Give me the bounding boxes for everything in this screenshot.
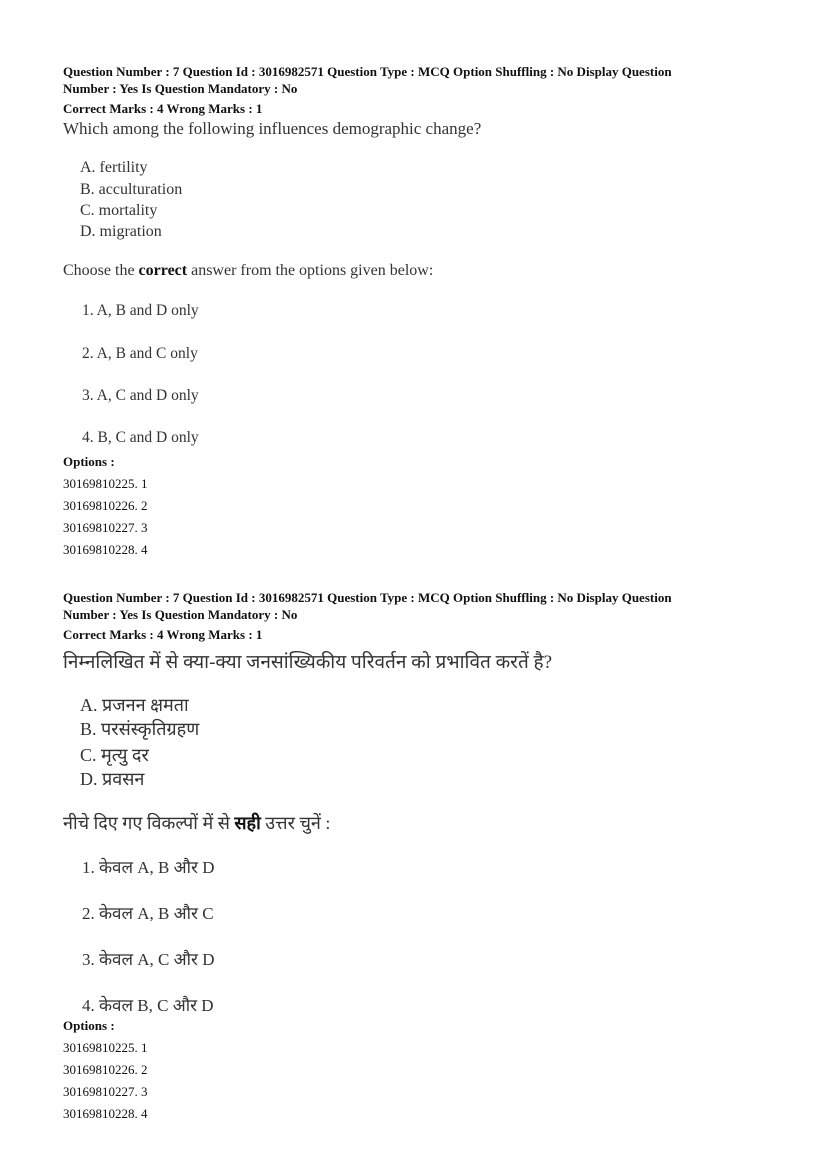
option-id-3: 30169810227. 3	[63, 1084, 148, 1099]
statement-b: B. acculturation	[80, 181, 183, 198]
choice-1: 1. A, B and D only	[82, 302, 199, 319]
statement-a: A. fertility	[80, 159, 148, 176]
statement-a: A. प्रजनन क्षमता	[80, 695, 189, 715]
marks-line: Correct Marks : 4 Wrong Marks : 1	[63, 627, 263, 642]
instruction-bold: correct	[138, 262, 188, 279]
marks-line: Correct Marks : 4 Wrong Marks : 1	[63, 101, 263, 116]
choice-3: 3. A, C and D only	[82, 387, 199, 404]
option-id-4: 30169810228. 4	[63, 1106, 148, 1121]
option-id-1: 30169810225. 1	[63, 1040, 148, 1055]
instruction-post: answer from the options given below:	[187, 262, 434, 279]
statement-c: C. mortality	[80, 202, 158, 219]
choice-2: 2. केवल A, B और C	[82, 904, 214, 923]
question-meta-line-2: Number : Yes Is Question Mandatory : No	[63, 607, 298, 622]
statement-d: D. प्रवसन	[80, 769, 145, 789]
statement-c: C. मृत्यु दर	[80, 745, 149, 765]
statement-b: B. परसंस्कृतिग्रहण	[80, 719, 200, 739]
question-meta-line-1: Question Number : 7 Question Id : 3016982571 Question Type : MCQ Option Shuffling : No Display Question	[63, 64, 672, 79]
choice-1: 1. केवल A, B और D	[82, 858, 215, 877]
statement-d: D. migration	[80, 223, 162, 240]
instruction-bold: सही	[234, 813, 261, 833]
choice-3: 3. केवल A, C और D	[82, 950, 215, 969]
choice-4: 4. केवल B, C और D	[82, 996, 214, 1015]
instruction-pre: Choose the	[63, 262, 139, 279]
instruction-pre: नीचे दिए गए विकल्पों में से	[63, 813, 235, 833]
options-label: Options :	[63, 454, 115, 469]
question-text: निम्नलिखित में से क्या-क्या जनसांख्यिकीय परिवर्तन को प्रभावित करतें है?	[63, 652, 553, 673]
instruction	[63, 811, 330, 835]
instruction	[63, 262, 433, 280]
choice-2: 2. A, B and C only	[82, 345, 198, 362]
choice-4: 4. B, C and D only	[82, 429, 199, 446]
question-text: Which among the following influences demographic change?	[63, 119, 482, 138]
option-id-4: 30169810228. 4	[63, 542, 148, 557]
option-id-2: 30169810226. 2	[63, 498, 148, 513]
question-meta-line-2: Number : Yes Is Question Mandatory : No	[63, 81, 298, 96]
instruction-post: उत्तर चुनें :	[260, 813, 331, 833]
option-id-2: 30169810226. 2	[63, 1062, 148, 1077]
option-id-1: 30169810225. 1	[63, 476, 148, 491]
options-label: Options :	[63, 1018, 115, 1033]
question-meta-line-1: Question Number : 7 Question Id : 3016982571 Question Type : MCQ Option Shuffling : No Display Question	[63, 590, 672, 605]
option-id-3: 30169810227. 3	[63, 520, 148, 535]
